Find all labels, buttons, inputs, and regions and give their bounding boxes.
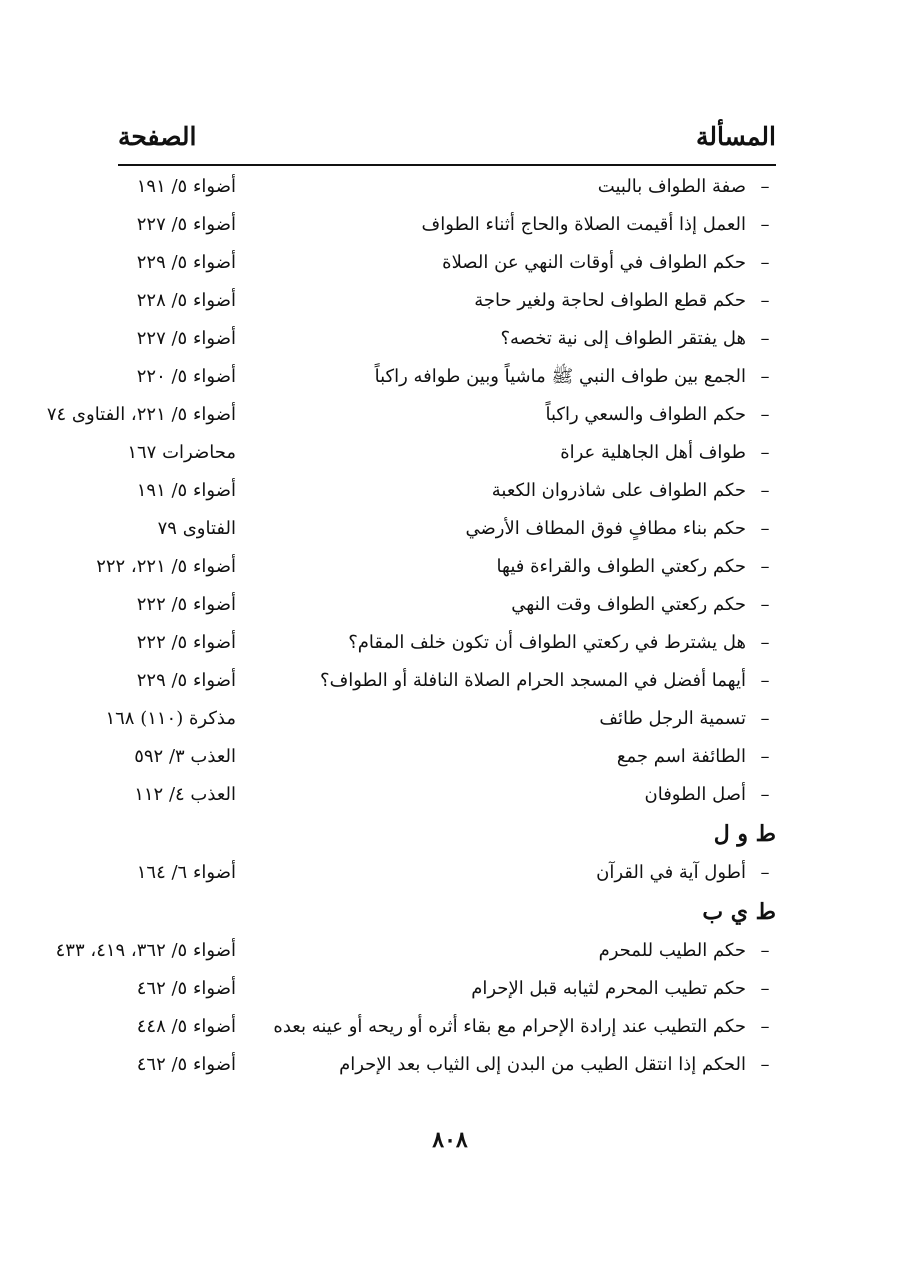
list-item: [55, 932, 776, 970]
bullet-dash: –: [760, 366, 770, 387]
entry-reference: أضواء ٥/ ١٩١: [136, 176, 236, 197]
list-item: [118, 970, 776, 1008]
list-item: [118, 472, 776, 510]
list-item: [118, 776, 776, 814]
entry-topic: صفة الطواف بالبيت: [597, 176, 746, 197]
entry-topic: تسمية الرجل طائف: [599, 708, 746, 729]
entry-topic: العمل إذا أقيمت الصلاة والحاج أثناء الطواف: [421, 214, 746, 235]
entry-topic: هل يشترط في ركعتي الطواف أن تكون خلف المقام؟: [348, 632, 746, 653]
page-column-heading: الصفحة: [118, 122, 197, 151]
list-item: [118, 738, 776, 776]
entry-reference: الفتاوى ٧٩: [157, 518, 236, 539]
list-item: [118, 168, 776, 206]
bullet-dash: –: [760, 556, 770, 577]
bullet-dash: –: [760, 940, 770, 961]
list-item: [46, 396, 776, 434]
entry-reference: أضواء ٥/ ٢٢٧: [136, 328, 236, 349]
entry-topic: حكم الطواف على شاذروان الكعبة: [491, 480, 746, 501]
list-item: [118, 1046, 776, 1084]
topic-column-heading: المسألة: [696, 122, 776, 151]
bullet-dash: –: [760, 746, 770, 767]
page-number: ٨٠٨: [432, 1127, 468, 1153]
list-item: [118, 434, 776, 472]
section-heading: ط ي ب: [702, 899, 776, 925]
entry-reference: محاضرات ١٦٧: [127, 442, 236, 463]
bullet-dash: –: [760, 862, 770, 883]
entry-reference: أضواء ٥/ ٣٦٢، ٤١٩، ٤٣٣: [55, 940, 236, 961]
list-item: [118, 206, 776, 244]
column-header: [118, 122, 776, 162]
entry-reference: أضواء ٥/ ٢٢١، ٢٢٢: [96, 556, 236, 577]
entry-reference: أضواء ٥/ ٢٢٠: [136, 366, 236, 387]
list-item: [118, 662, 776, 700]
entry-reference: مذكرة (١١٠) ١٦٨: [105, 708, 236, 729]
bullet-dash: –: [760, 480, 770, 501]
section-heading: ط و ل: [713, 821, 776, 847]
entry-topic: حكم الطواف في أوقات النهي عن الصلاة: [442, 252, 746, 273]
entry-reference: أضواء ٥/ ٢٢٩: [136, 252, 236, 273]
bullet-dash: –: [760, 176, 770, 197]
entry-topic: حكم قطع الطواف لحاجة ولغير حاجة: [474, 290, 746, 311]
bullet-dash: –: [760, 404, 770, 425]
entry-reference: أضواء ٥/ ٢٢٨: [136, 290, 236, 311]
bullet-dash: –: [760, 784, 770, 805]
bullet-dash: –: [760, 632, 770, 653]
list-item: [118, 624, 776, 662]
index-list: [46, 168, 776, 1084]
entry-reference: العذب ٤/ ١١٢: [134, 784, 236, 805]
entry-reference: أضواء ٥/ ٢٢٧: [136, 214, 236, 235]
list-item: [118, 244, 776, 282]
entry-topic: الحكم إذا انتقل الطيب من البدن إلى الثياب بعد الإحرام: [339, 1054, 746, 1075]
entry-reference: العذب ٣/ ٥٩٢: [134, 746, 236, 767]
entry-topic: هل يفتقر الطواف إلى نية تخصه؟: [500, 328, 746, 349]
entry-reference: أضواء ٥/ ٢٢٢: [136, 594, 236, 615]
entry-topic: حكم التطيب عند إرادة الإحرام مع بقاء أثره أو ريحه أو عينه بعده: [273, 1016, 746, 1037]
entry-topic: حكم ركعتي الطواف والقراءة فيها: [496, 556, 746, 577]
entry-topic: حكم تطيب المحرم لثيابه قبل الإحرام: [471, 978, 746, 999]
list-item: [118, 586, 776, 624]
bullet-dash: –: [760, 708, 770, 729]
bullet-dash: –: [760, 518, 770, 539]
list-item: [96, 548, 776, 586]
bullet-dash: –: [760, 328, 770, 349]
entry-topic: أصل الطوفان: [644, 784, 746, 805]
entry-reference: أضواء ٥/ ١٩١: [136, 480, 236, 501]
entry-topic: أطول آية في القرآن: [596, 862, 746, 883]
entry-topic: طواف أهل الجاهلية عراة: [560, 442, 746, 463]
entry-reference: أضواء ٥/ ٢٢٩: [136, 670, 236, 691]
list-item: [118, 1008, 776, 1046]
entry-topic: الجمع بين طواف النبي ﷺ ماشياً وبين طوافه راكباً: [374, 366, 746, 387]
entry-reference: أضواء ٥/ ٤٦٢: [136, 978, 236, 999]
entry-reference: أضواء ٥/ ٤٦٢: [136, 1054, 236, 1075]
bullet-dash: –: [760, 1054, 770, 1075]
list-item: [118, 320, 776, 358]
bullet-dash: –: [760, 670, 770, 691]
entry-topic: حكم الطيب للمحرم: [598, 940, 746, 961]
entry-topic: الطائفة اسم جمع: [616, 746, 746, 767]
header-rule: [118, 164, 776, 166]
entry-topic: حكم بناء مطافٍ فوق المطاف الأرضي: [465, 518, 746, 539]
entry-topic: أيهما أفضل في المسجد الحرام الصلاة النافلة أو الطواف؟: [320, 670, 746, 691]
entry-reference: أضواء ٥/ ٤٤٨: [136, 1016, 236, 1037]
entry-reference: أضواء ٥/ ٢٢٢: [136, 632, 236, 653]
list-item: [105, 700, 776, 738]
list-item: [118, 358, 776, 396]
list-item: [118, 282, 776, 320]
bullet-dash: –: [760, 1016, 770, 1037]
bullet-dash: –: [760, 442, 770, 463]
bullet-dash: –: [760, 594, 770, 615]
list-item: [118, 510, 776, 548]
bullet-dash: –: [760, 252, 770, 273]
list-item: [118, 854, 776, 892]
entry-topic: حكم ركعتي الطواف وقت النهي: [511, 594, 746, 615]
entry-reference: أضواء ٦/ ١٦٤: [136, 862, 236, 883]
entry-topic: حكم الطواف والسعي راكباً: [545, 404, 746, 425]
entry-reference: أضواء ٥/ ٢٢١، الفتاوى ٧٤: [46, 404, 236, 425]
bullet-dash: –: [760, 290, 770, 311]
bullet-dash: –: [760, 978, 770, 999]
bullet-dash: –: [760, 214, 770, 235]
